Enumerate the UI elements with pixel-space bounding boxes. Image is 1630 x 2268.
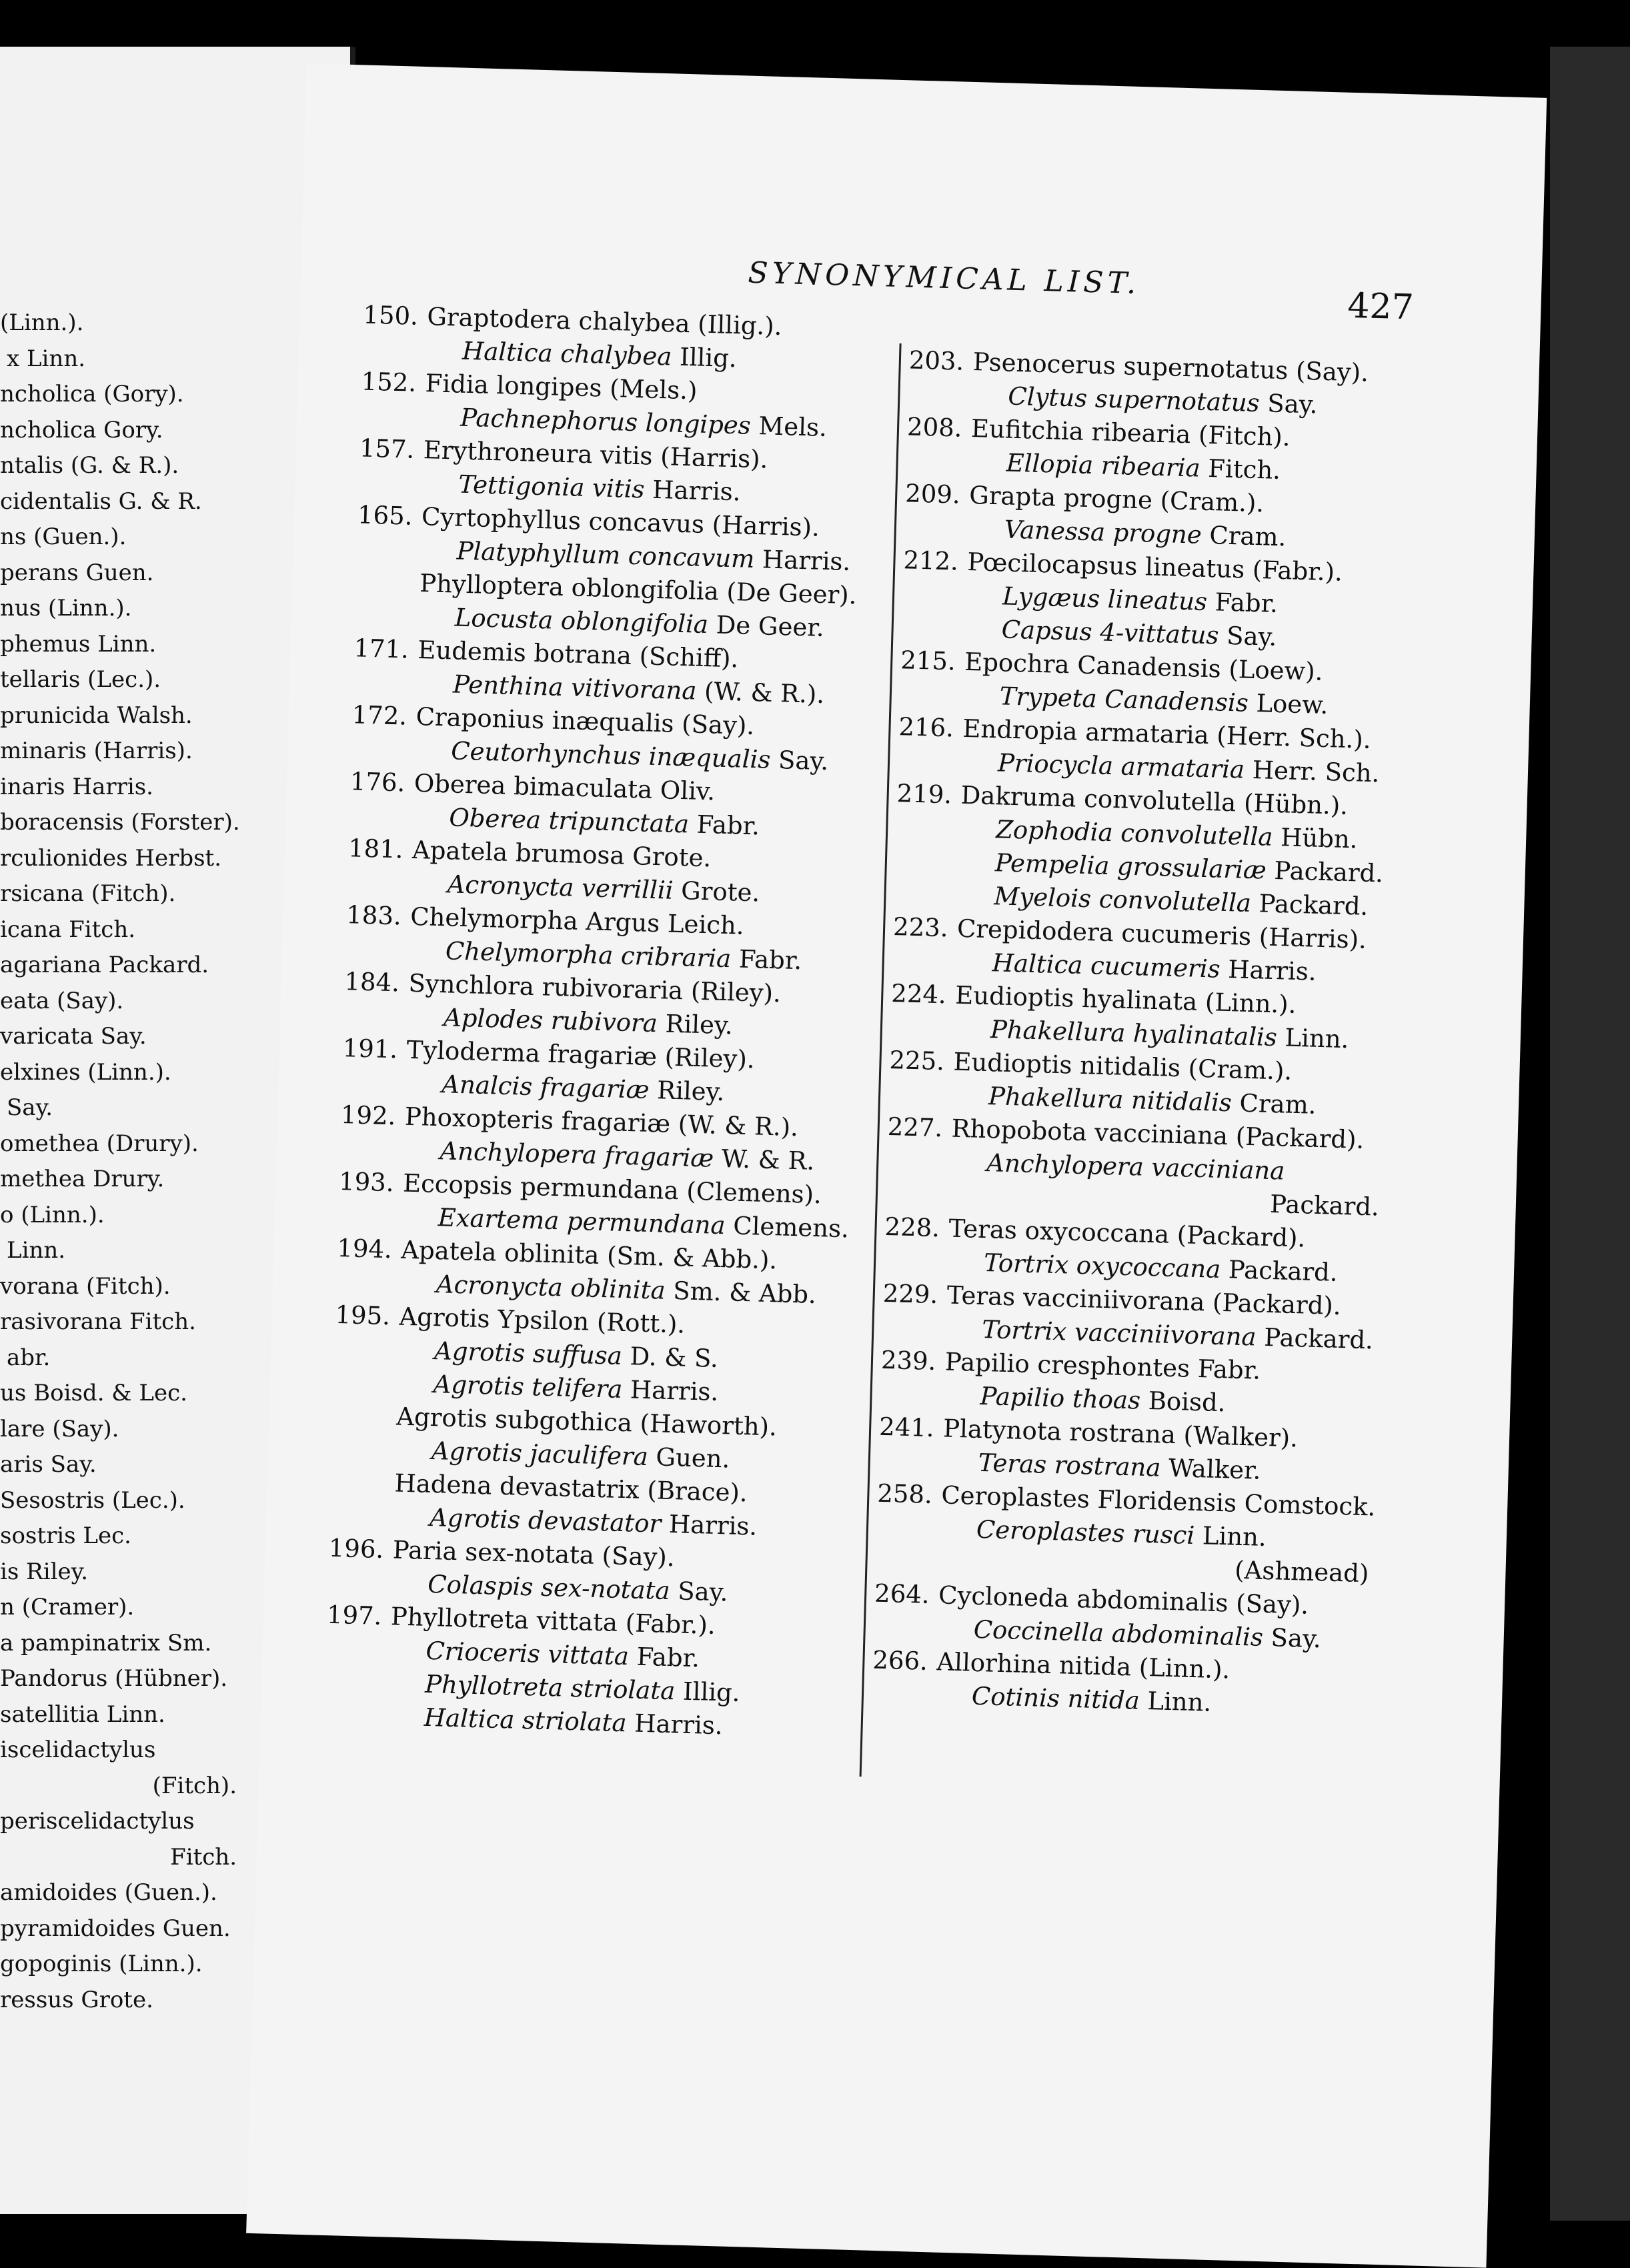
synonym-name: Locusta oblongifolia [454,603,709,640]
left-page-line: satellitia Linn. [0,1700,165,1728]
right-page [246,63,1547,2268]
synonym-author: Hübn. [1272,822,1359,854]
synonym-name: Tortrix vacciniivorana [981,1315,1257,1352]
synonym-author: Fitch. [1200,453,1281,485]
entry-number: 216. [898,712,954,743]
synonym-name: Anchylopera fragariæ [439,1136,714,1173]
synonym-name: Trypeta Canadensis [999,682,1249,718]
valid-name: Crepidodera cucumeris (Harris). [956,914,1367,954]
valid-name: Epochra Canadensis (Loew). [964,647,1324,686]
synonym-author: Herr. Sch. [1244,755,1381,788]
valid-name: Eccopsis permundana (Clemens). [402,1168,822,1210]
left-page-line: cidentalis G. & R. [0,487,202,515]
left-page-line: Sesostris (Lec.). [0,1486,185,1514]
left-page-line: amidoides (Guen.). [0,1879,217,1906]
synonym-name: Platyphyllum concavum [456,536,755,574]
valid-name: Erythroneura vitis (Harris). [423,435,768,474]
synonym-author: Packard. [1266,856,1384,888]
left-page-line: Fitch. [170,1843,237,1871]
synonym-author: Packard. [1255,1322,1374,1355]
valid-name: Platynota rostrana (Walker). [942,1414,1299,1453]
left-page-line: Pandorus (Hübner). [0,1665,228,1692]
left-page-line: phemus Linn. [0,630,157,658]
synonym-name: Anchylopera vacciniana [986,1148,1285,1186]
synonym-author: Linn. [1194,1521,1267,1552]
entry-number: 183. [345,900,402,931]
left-page-line: ressus Grote. [0,1986,153,2013]
left-page-line: x Linn. [7,345,86,372]
valid-name: Eudioptis nitidalis (Cram.). [952,1047,1293,1086]
page-header: SYNONYMICAL LIST. [747,255,1140,301]
synonym-name: Ceutorhynchus inæqualis [450,736,771,774]
synonym-name: Haltica cucumeris [992,948,1221,984]
left-page-line: Linn. [7,1237,66,1264]
synonym-author: Guen. [648,1442,730,1474]
synonym-author: Illig. [671,342,738,373]
left-page-line: rsicana (Fitch). [0,880,176,907]
left-page-line: elxines (Linn.). [0,1058,171,1086]
left-page-line: lare (Say). [0,1415,119,1442]
synonym-author: Packard. [1220,1254,1339,1287]
left-page-line: perans Guen. [0,559,154,586]
entry-number [355,590,409,591]
synonym-name: Capsus 4-vittatus [1001,615,1220,650]
left-page-line: varicata Say. [0,1023,147,1050]
synonym-author: De Geer. [708,610,825,642]
valid-name: Grapta progne (Cram.). [968,480,1265,518]
left-page-line: ntalis (G. & R.). [0,452,179,479]
left-page-line: aris Say. [0,1451,97,1478]
synonym-author: Fabr. [1206,588,1279,618]
left-page-line: methea Drury. [0,1166,165,1192]
entry-number: 172. [351,700,408,731]
entry-number: 219. [896,779,952,810]
valid-name: Chelymorpha Argus Leich. [410,902,745,940]
synonym-author: Fabr. [730,944,802,976]
entry-number: 227. [887,1112,943,1143]
author-continuation: (Ashmead) [1234,1555,1369,1588]
left-page-line: rculionides Herbst. [0,844,222,872]
left-page-line: pyramidoides Guen. [0,1915,231,1942]
synonym-author: Loew. [1248,688,1329,720]
synonym-author: Illig. [674,1676,741,1708]
valid-name: Rhopobota vacciniana (Packard). [951,1114,1365,1154]
synonym-name: Acronycta oblinita [436,1270,666,1305]
valid-name: Eudemis botrana (Schiff). [417,636,739,674]
synonym-author: Harris. [622,1374,719,1407]
synonym-column-left [323,299,870,1746]
synonym-name: Clytus supernotatus [1007,381,1261,418]
left-page-line: sostris Lec. [0,1522,131,1549]
entry-number: 212. [902,545,959,576]
left-page-line: minaris (Harris). [0,738,193,764]
synonym-author: Sm. & Abb. [665,1276,817,1310]
entry-number: 224. [890,979,947,1010]
left-page-line: icana Fitch. [0,916,136,943]
valid-name: Ceroplastes Floridensis Comstock. [940,1480,1377,1522]
synonym-author: W. & R. [713,1144,815,1176]
valid-name: Agrotis subgothica (Haworth). [395,1402,778,1442]
synonym-name: Papilio thoas [979,1381,1141,1415]
synonym-author: (W. & R.). [696,676,825,710]
entry-number: 241. [878,1412,935,1443]
synonym-author: Cram. [1231,1088,1317,1120]
valid-name: Eudioptis hyalinata (Linn.). [954,980,1297,1019]
synonym-name: Pempelia grossulariæ [994,848,1267,885]
entry-number: 258. [876,1478,933,1510]
valid-name: Teras oxycoccana (Packard). [948,1214,1306,1253]
page-number: 427 [1347,285,1415,328]
entry-number: 176. [349,767,405,798]
valid-name: Fidia longipes (Mels.) [425,369,698,405]
left-page-line: (Linn.). [0,309,84,336]
entry-number: 203. [908,345,964,376]
entry-number [332,1423,385,1424]
left-page-line: abr. [7,1344,51,1371]
entry-number: 193. [338,1167,395,1198]
valid-name: Graptodera chalybea (Illig.). [426,302,783,341]
synonym-author: Fabr. [628,1642,700,1673]
left-page-line: periscelidactylus [0,1808,195,1835]
entry-number: 165. [357,500,414,531]
valid-name: Psenocerus supernotatus (Say). [972,347,1369,387]
synonym-name: Ellopia ribearia [1006,448,1201,483]
synonym-name: Phyllotreta striolata [424,1669,676,1706]
synonym-author: D. & S. [622,1341,719,1373]
synonym-author: Harris. [754,545,851,577]
left-page-line: inaris Harris. [0,773,153,800]
synonym-author: Say. [1263,1622,1322,1654]
synonym-name: Phakellura hyalinatalis [990,1015,1278,1052]
synonym-author: Harris. [626,1709,724,1741]
valid-name: Hadena devastatrix (Brace). [394,1468,748,1508]
left-page-line: rasivorana Fitch. [0,1308,196,1335]
left-page-line: (Fitch). [152,1772,237,1799]
left-page-line: ncholica Gory. [0,416,163,443]
synonym-author: Say. [770,745,829,776]
synonym-name: Priocycla armataria [997,748,1245,784]
entry-number: 171. [353,634,410,664]
left-page-line: ns (Guen.). [0,523,127,550]
entry-number: 157. [359,433,415,464]
valid-name: Dakruma convolutella (Hübn.). [960,780,1349,821]
left-page-line: omethea (Drury). [0,1130,199,1157]
entry-number: 195. [335,1300,391,1331]
valid-name: Craponius inæqualis (Say). [416,702,755,741]
synonym-author: Say. [1259,389,1319,419]
synonym-name: Ceroplastes rusci [976,1514,1195,1550]
entry-number: 192. [340,1100,396,1131]
entry-number: 191. [342,1034,398,1064]
entry-number: 228. [884,1212,940,1243]
entry-number: 150. [362,300,419,331]
left-page-line: prunicida Walsh. [0,702,193,729]
synonym-name: Cotinis nitida [971,1681,1140,1715]
synonym-author: Packard. [1251,889,1369,921]
left-page-line: eata (Say). [0,987,124,1014]
synonym-name: Colaspis sex-notata [427,1569,671,1606]
synonym-name: Phakellura nitidalis [988,1082,1233,1118]
entry-number: 181. [347,834,404,864]
valid-name: Phylloptera oblongifolia (De Geer). [419,569,858,610]
synonym-name: Agrotis jaculifera [431,1436,649,1472]
entry-number: 239. [880,1345,937,1376]
left-page-line: is Riley. [0,1558,89,1585]
valid-name: Synchlora rubivoraria (Riley). [408,968,782,1008]
valid-name: Papilio cresphontes Fabr. [944,1347,1261,1385]
left-page-line: vorana (Fitch). [0,1272,171,1300]
synonym-author: Mels. [750,411,828,442]
synonym-author: Boisd. [1140,1386,1227,1418]
synonym-name: Tettigonia vitis [458,469,646,504]
synonym-column-right [860,343,1417,1791]
page-edge-shadow [1550,47,1630,2221]
valid-name: Agrotis Ypsilon (Rott.). [398,1302,686,1339]
synonym-author: Harris. [660,1509,758,1541]
entry-number: 229. [882,1278,938,1310]
left-page-line: us Boisd. & Lec. [0,1380,187,1406]
synonym-name: Crioceris vittata [426,1636,630,1671]
entry-number: 184. [343,967,400,998]
valid-name: Cyrtophyllus concavus (Harris). [421,502,820,542]
valid-name: Apatela brumosa Grote. [412,835,712,873]
synonym-author: Harris. [644,475,742,507]
left-page-line: Say. [7,1094,53,1121]
valid-name: Endropia armataria (Herr. Sch.). [962,714,1372,754]
left-page-line: nus (Linn.). [0,595,132,622]
synonym-name: Pachnephorus longipes [460,403,752,440]
left-page-line: o (Linn.). [0,1201,105,1228]
entry-number: 215. [900,646,956,676]
synonym-name: Teras rostrana [978,1448,1161,1482]
valid-name: Pœcilocapsus lineatus (Fabr.). [966,547,1343,587]
entry-number: 209. [904,479,961,509]
valid-name: Teras vacciniivorana (Packard). [946,1280,1342,1321]
synonym-name: Penthina vitivorana [452,670,697,706]
valid-name: Apatela oblinita (Sm. & Abb.). [400,1235,778,1275]
left-page-line: ncholica (Gory). [0,381,184,407]
synonym-name: Haltica chalybea [462,336,672,371]
synonym-author: Riley. [648,1075,725,1107]
synonym-author: Riley. [657,1009,734,1040]
synonym-name: Analcis fragariæ [441,1070,650,1104]
synonym-author: Clemens. [724,1211,850,1244]
synonym-author: Harris. [1220,954,1317,986]
synonym-author: Fabr. [688,810,760,841]
valid-name: Oberea bimaculata Oliv. [414,768,716,806]
valid-name: Phyllotreta vittata (Fabr.). [390,1602,716,1640]
synonym-name: Coccinella abdominalis [973,1614,1264,1652]
author-continuation: Packard. [1269,1189,1380,1222]
entry-number: 264. [874,1578,930,1609]
entry-number [330,1490,383,1491]
valid-name: Cycloneda abdominalis (Say). [938,1580,1309,1620]
left-page-line: agariana Packard. [0,952,209,978]
left-page-line: boracensis (Forster). [0,809,240,836]
left-page-line: a pampinatrix Sm. [0,1629,212,1656]
synonym-name: Agrotis suffusa [434,1336,623,1370]
valid-name: Paria sex-notata (Say). [392,1535,676,1572]
synonym-author: Linn. [1277,1023,1349,1054]
entry-number: 266. [872,1645,928,1676]
entry-number: 152. [361,367,417,397]
synonym-name: Agrotis devastator [429,1503,662,1538]
left-page-line: n (Cramer). [0,1594,135,1620]
valid-name: Phoxopteris fragariæ (W. & R.). [404,1102,799,1142]
synonym-name: Vanessa progne [1004,515,1202,549]
entry-number: 197. [326,1600,383,1631]
valid-name: Allorhina nitida (Linn.). [936,1647,1231,1684]
synonym-author: Cram. [1201,520,1287,552]
synonym-name: Lygæus lineatus [1002,582,1208,617]
synonym-author: Linn. [1139,1686,1212,1717]
valid-name: Tyloderma fragariæ (Riley). [406,1035,756,1074]
synonym-name: Aplodes rubivora [443,1003,658,1038]
left-page-line: tellaris (Lec.). [0,666,161,693]
entry-number: 223. [892,912,949,943]
synonym-name: Exartema permundana [438,1203,726,1240]
left-page-line: iscelidactylus [0,1737,156,1763]
synonym-name: Tortrix oxycoccana [983,1248,1221,1284]
synonym-author: Say. [669,1576,729,1607]
synonym-name: Acronycta verrillii [447,870,674,905]
entry-number: 196. [328,1533,384,1564]
synonym-author: Say. [1218,621,1277,652]
entry-number: 208. [906,412,963,443]
valid-name: Eufitchia ribearia (Fitch). [970,414,1291,452]
synonym-author: Grote. [672,876,760,908]
synonym-name: Chelymorpha cribraria [445,936,732,974]
synonym-author: Walker. [1160,1453,1262,1485]
synonym-name: Haltica striolata [424,1703,628,1738]
synonym-name: Agrotis telifera [433,1370,623,1404]
left-page-line: gopoginis (Linn.). [0,1951,203,1977]
synonym-name: Oberea tripunctata [448,803,690,839]
entry-number: 194. [336,1233,393,1264]
synonym-name: Myelois convolutella [993,882,1252,918]
entry-number: 225. [889,1045,945,1076]
synonym-name: Zophodia convolutella [995,815,1274,852]
